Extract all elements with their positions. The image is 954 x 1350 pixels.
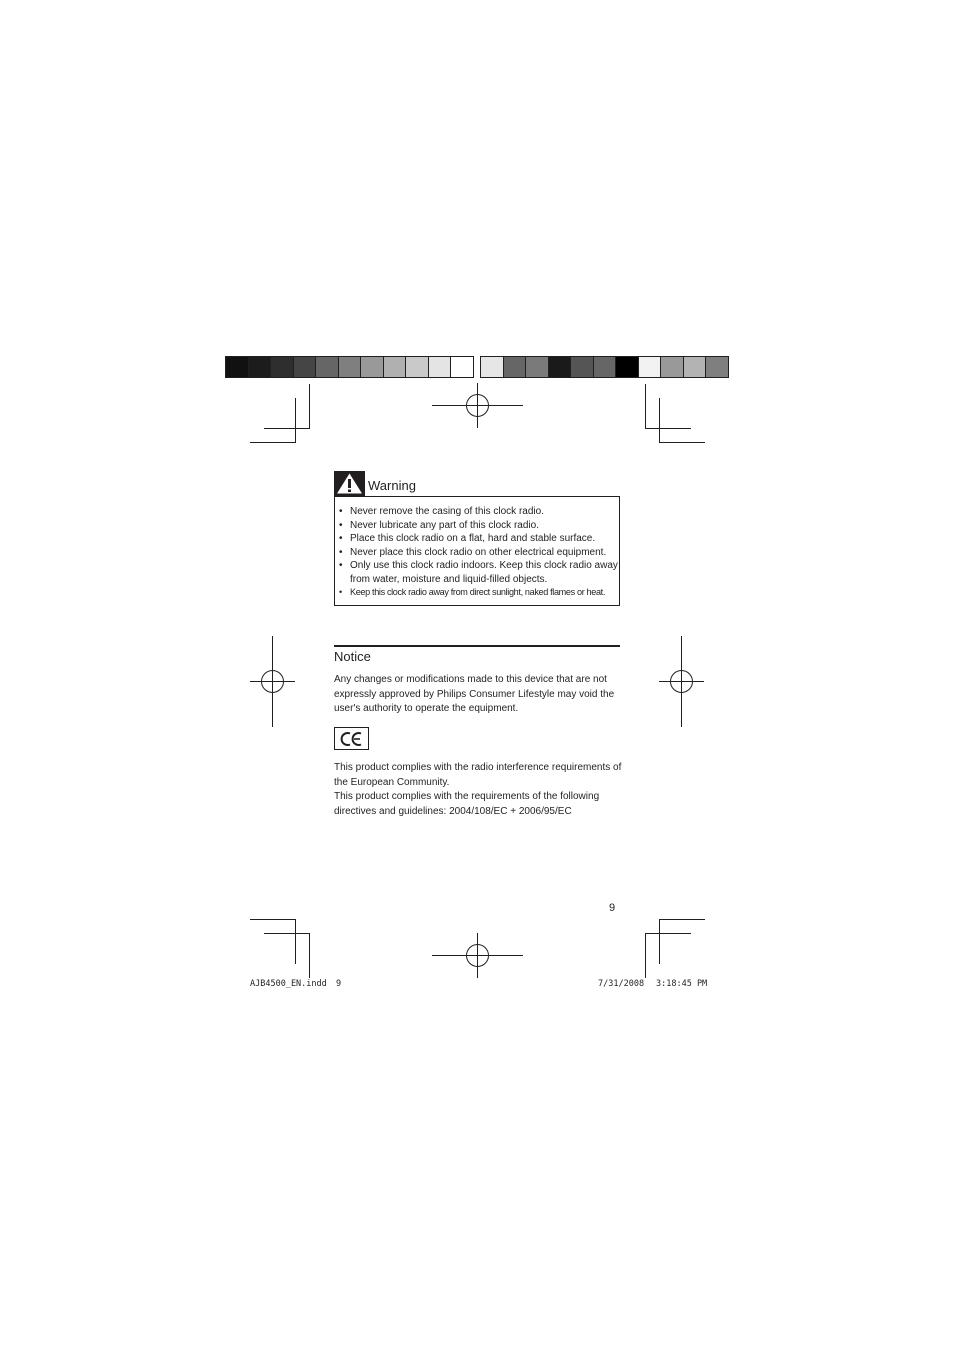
warning-header — [334, 471, 416, 496]
slug-filename: AJB4500_EN.indd — [250, 979, 327, 989]
list-item: • Keep this clock radio away from direct sunlight, naked flames or heat. — [335, 586, 621, 600]
color-swatch — [594, 357, 617, 377]
warning-box — [334, 496, 620, 606]
list-item: • Never remove the casing of this clock radio. — [335, 505, 621, 519]
crop-mark — [250, 919, 296, 920]
crop-mark — [645, 933, 646, 978]
color-swatch — [526, 357, 549, 377]
color-swatch — [294, 357, 317, 377]
color-swatch — [684, 357, 707, 377]
color-bar-right — [480, 356, 729, 378]
registration-mark-bottom — [432, 933, 523, 978]
crop-mark — [295, 398, 296, 443]
notice-paragraph: Any changes or modifications made to this device that are not expressly approved by Philips Consumer Lifestyle may void the user's authority to operate the equipment. — [334, 674, 615, 714]
crop-mark — [645, 933, 691, 934]
list-item: • Only use this clock radio indoors. Keep this clock radio away from water, moisture and liquid-filled objects. — [335, 559, 621, 586]
list-item: • Never lubricate any part of this clock radio. — [335, 519, 621, 533]
color-bar-left — [225, 356, 474, 378]
color-swatch — [361, 357, 384, 377]
crop-mark — [645, 428, 691, 429]
color-swatch — [429, 357, 452, 377]
slug-page: 9 — [336, 979, 342, 989]
crop-mark — [250, 442, 296, 443]
crop-mark — [264, 428, 310, 429]
page-number: 9 — [609, 902, 616, 914]
color-swatch — [384, 357, 407, 377]
color-swatch — [571, 357, 594, 377]
color-swatch — [661, 357, 684, 377]
color-swatch — [316, 357, 339, 377]
warning-list — [335, 505, 621, 600]
crop-mark — [264, 933, 310, 934]
compliance-paragraph-2: This product complies with the requirements of the following directives and guidelines: 2004/108/EC + 2006/95/EC — [334, 791, 600, 817]
color-swatch — [504, 357, 527, 377]
list-item: • Never place this clock radio on other electrical equipment. — [335, 546, 621, 560]
crop-mark — [309, 384, 310, 429]
crop-mark — [295, 919, 296, 964]
compliance-paragraph-1: This product complies with the radio interference requirements of the European Community. — [334, 762, 622, 788]
color-swatch — [451, 357, 473, 377]
crop-mark — [659, 919, 660, 964]
registration-mark-right — [659, 636, 704, 727]
color-swatch — [271, 357, 294, 377]
crop-mark — [659, 442, 705, 443]
crop-mark — [645, 384, 646, 429]
color-swatch — [706, 357, 728, 377]
warning-triangle-icon — [334, 471, 365, 496]
crop-mark — [309, 933, 310, 978]
crop-mark — [659, 398, 660, 443]
color-swatch — [226, 357, 249, 377]
color-swatch — [249, 357, 272, 377]
notice-rule — [334, 645, 620, 647]
notice-title: Notice — [334, 649, 371, 664]
slug-date: 7/31/2008 — [598, 979, 645, 989]
crop-mark — [659, 919, 705, 920]
color-swatch — [406, 357, 429, 377]
slug-time: 3:18:45 PM — [656, 979, 708, 989]
ce-mark-icon — [334, 727, 369, 750]
registration-mark-left — [250, 636, 295, 727]
warning-title: Warning — [368, 478, 416, 493]
color-swatch — [639, 357, 662, 377]
registration-mark-top — [432, 383, 523, 428]
color-swatch — [549, 357, 572, 377]
list-item: • Place this clock radio on a flat, hard and stable surface. — [335, 532, 621, 546]
color-swatch — [616, 357, 639, 377]
color-swatch — [339, 357, 362, 377]
color-swatch — [481, 357, 504, 377]
